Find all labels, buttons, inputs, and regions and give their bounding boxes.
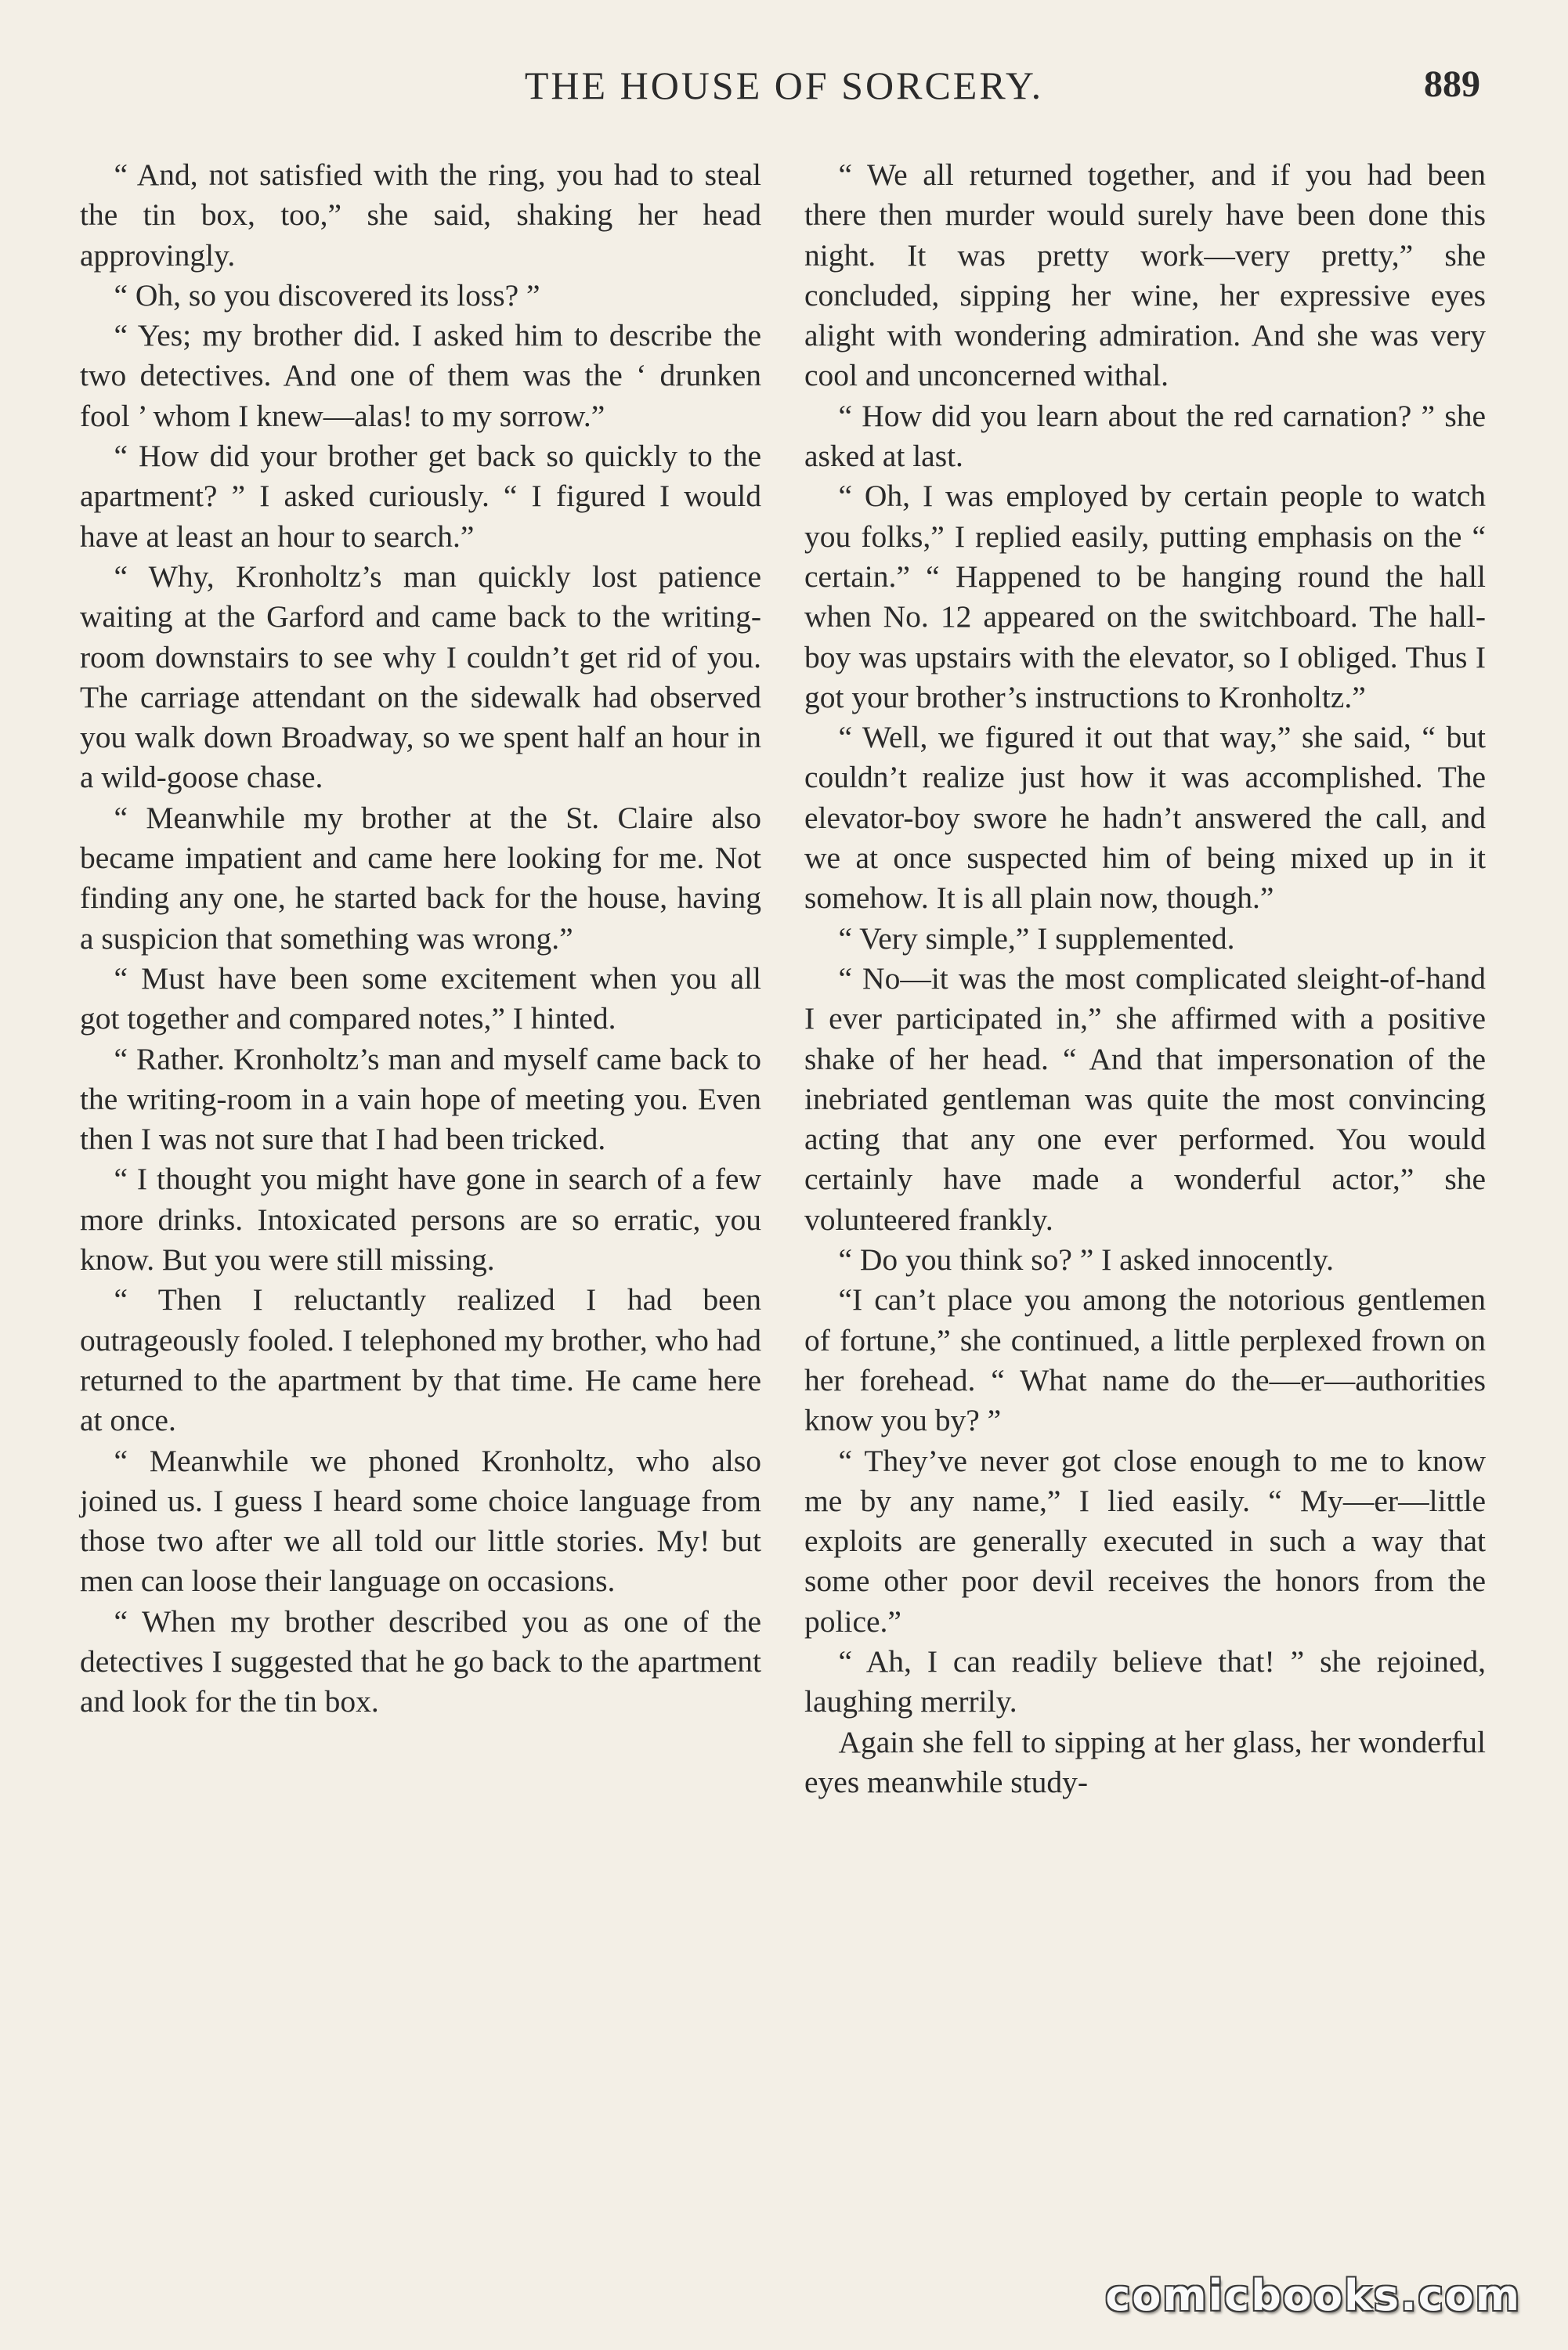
running-head bbox=[0, 63, 1568, 125]
paragraph: “ Must have been some excitement when you all got together and compared notes,” I hinted. bbox=[80, 960, 761, 1036]
paragraph: “ Oh, I was employed by certain people to watch you folks,” I replied easily, putting emphasis on the “ certain.” “ Happened to be hanging round the hall when No. 12 appeared on the switchboard. The hall-boy was upstairs with the elevator, so I obliged. Thus I got your brother’s instructions to Kronholtz.” bbox=[804, 479, 1486, 714]
page-number: 889 bbox=[1424, 63, 1480, 105]
left-column bbox=[80, 155, 761, 1723]
paragraph: “ Why, Kronholtz’s man quickly lost patience waiting at the Garford and came back to the writing-room downstairs to see why I couldn’t get rid of you. The carriage attendant on the sidewalk had observed you walk down Broadway, so we spent half an hour in a wild-goose chase. bbox=[80, 559, 761, 795]
paragraph: “ Do you think so? ” I asked innocently. bbox=[838, 1242, 1335, 1278]
paragraph: “ Rather. Kronholtz’s man and myself came back to the writing-room in a vain hope of meeting you. Even then I was not sure that I had been tricked. bbox=[80, 1041, 761, 1157]
paragraph: Again she fell to sipping at her glass, her wonderful eyes meanwhile study- bbox=[804, 1724, 1486, 1799]
paragraph: “ Meanwhile we phoned Kronholtz, who also joined us. I guess I heard some choice language from those two after we all told our little stories. My! but men can loose their language on occasions. bbox=[80, 1443, 761, 1599]
paragraph: “ Oh, so you discovered its loss? ” bbox=[114, 277, 540, 313]
paragraph: “ Well, we figured it out that way,” she said, “ but couldn’t realize just how it was accomplished. The elevator-boy swore he hadn’t answered the call, and we at once suspected him of being mixed up in it somehow. It is all plain now, though.” bbox=[804, 720, 1486, 916]
paragraph: “ And, not satisfied with the ring, you had to steal the tin box, too,” she said, shaking her head approvingly. bbox=[80, 157, 761, 273]
paragraph: “ Meanwhile my brother at the St. Claire also became impatient and came here looking for me. Not finding any one, he started back for the house, having a suspicion that something was wrong.” bbox=[80, 800, 761, 956]
paragraph: “ Then I reluctantly realized I had been outrageously fooled. I telephoned my brother, who had returned to the apartment by that time. He came here at once. bbox=[80, 1282, 761, 1438]
paragraph: “ How did you learn about the red carnation? ” she asked at last. bbox=[804, 398, 1486, 474]
watermark-logo: comicbooks.com bbox=[1105, 2271, 1521, 2320]
paragraph: “ We all returned together, and if you had been there then murder would surely have been done this night. It was pretty work—very pretty,” she concluded, sipping her wine, her expressive eyes alight with wondering admiration. And she was very cool and unconcerned withal. bbox=[804, 157, 1486, 393]
paragraph: “ I thought you might have gone in search of a few more drinks. Intoxicated persons are so erratic, you know. But you were still missing. bbox=[80, 1162, 761, 1278]
paragraph: “ They’ve never got close enough to me to know me by any name,” I lied easily. “ My—er—little exploits are generally executed in such a way that some other poor devil receives the honors from the police.” bbox=[804, 1443, 1486, 1639]
paragraph: “ Yes; my brother did. I asked him to describe the two detectives. And one of them was the ‘ drunken fool ’ whom I knew—alas! to my sorrow.” bbox=[80, 318, 761, 433]
running-title: THE HOUSE OF SORCERY. bbox=[524, 63, 1044, 107]
paragraph: “ When my brother described you as one of the detectives I suggested that he go back to the apartment and look for the tin box. bbox=[80, 1603, 761, 1719]
paragraph: “I can’t place you among the notorious gentlemen of fortune,” she continued, a little perplexed frown on her forehead. “ What name do the—er—authorities know you by? ” bbox=[804, 1282, 1486, 1438]
paragraph: “ How did your brother get back so quickly to the apartment? ” I asked curiously. “ I figured I would have at least an hour to search.” bbox=[80, 439, 761, 554]
paragraph: “ No—it was the most complicated sleight-of-hand I ever participated in,” she affirmed with a positive shake of her head. “ And that impersonation of the inebriated gentleman was quite the most convincing acting that any one ever performed. You would certainly have made a wonderful actor,” she volunteered frankly. bbox=[804, 960, 1486, 1237]
paragraph: “ Very simple,” I supplemented. bbox=[838, 920, 1235, 956]
paragraph: “ Ah, I can readily believe that! ” she rejoined, laughing merrily. bbox=[804, 1643, 1486, 1719]
right-column bbox=[804, 155, 1486, 1802]
